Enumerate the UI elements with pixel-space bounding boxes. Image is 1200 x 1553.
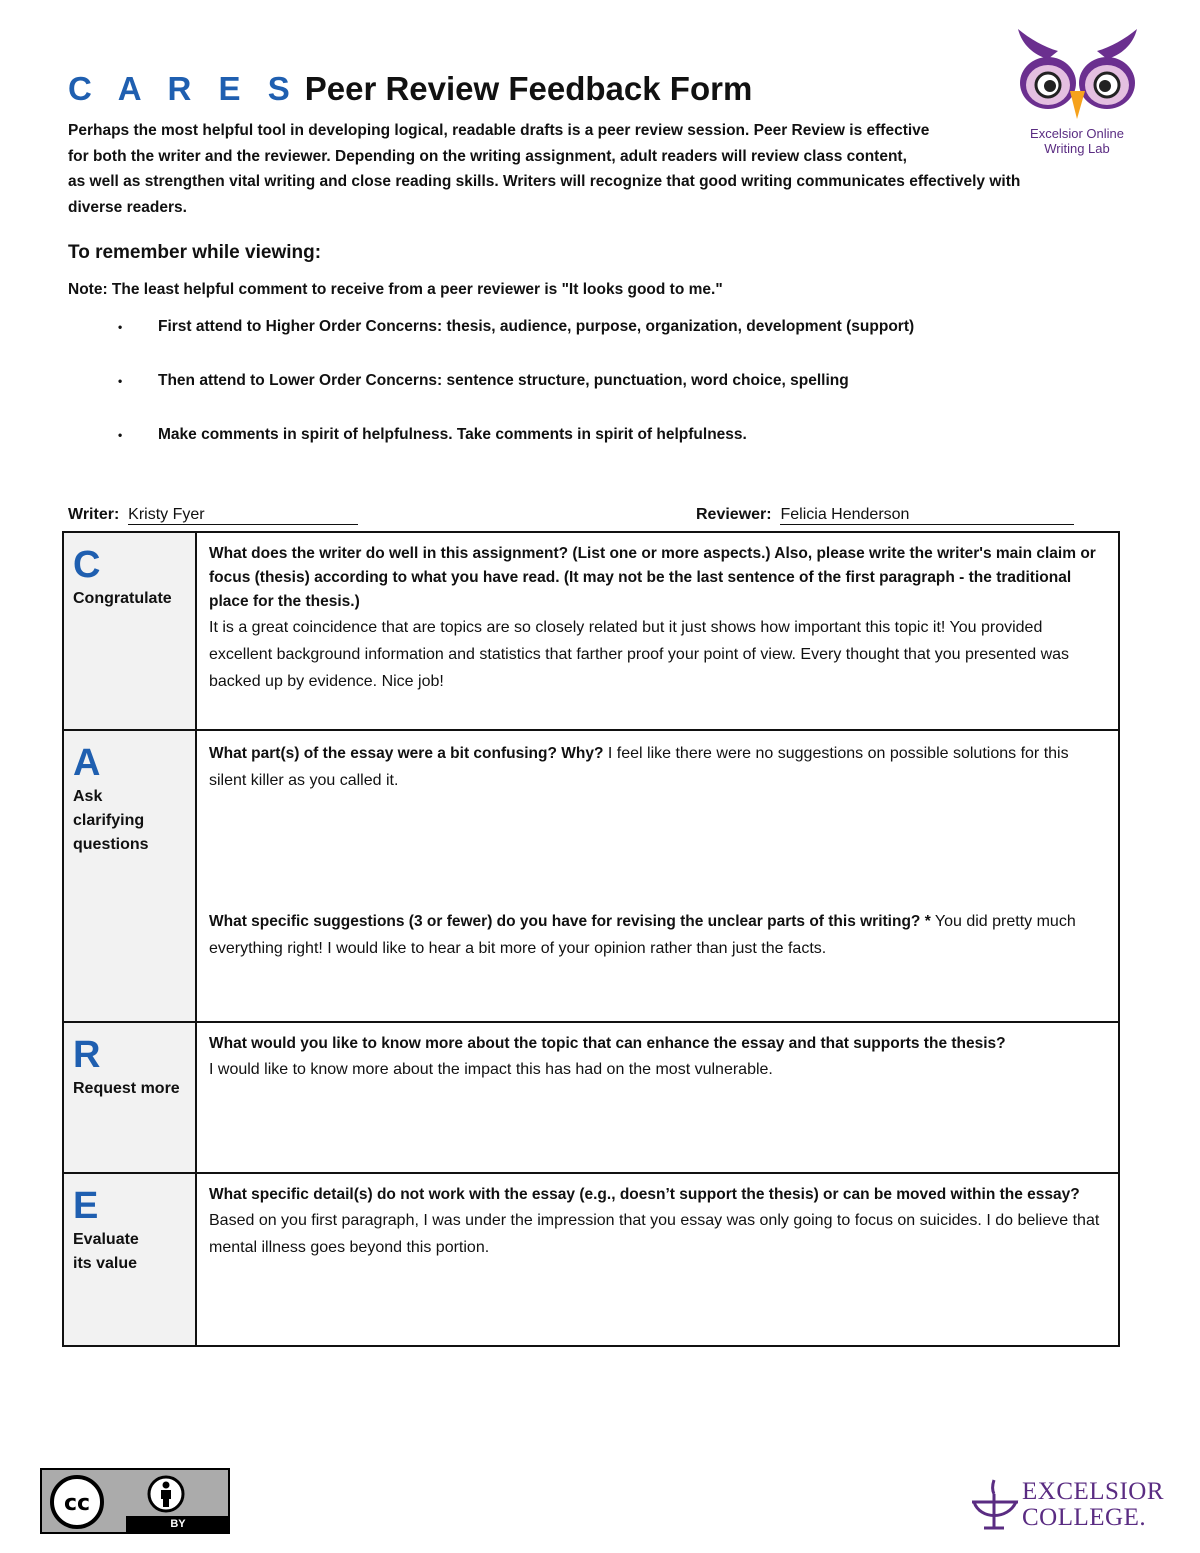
- label-cell-e: E Evaluate its value: [63, 1173, 196, 1346]
- attribution-icon: [146, 1474, 186, 1514]
- svg-text:cc: cc: [63, 1491, 91, 1516]
- reminder-list: [118, 316, 914, 478]
- answer-c: It is a great coincidence that are topics are so closely related but it just shows how important this topic it! You provided excellent background information and statistics that farther proof your point of view. Every thought that you presented was backed up by evidence. Nice job!: [209, 619, 1070, 690]
- title-text: Peer Review Feedback Form: [304, 70, 753, 107]
- answer-r: I would like to know more about the impact this has had on the most vulnerable.: [209, 1061, 773, 1078]
- list-item: • First attend to Higher Order Concerns: thesis, audience, purpose, organization, development (support): [118, 318, 915, 335]
- content-cell-a: [196, 730, 1119, 1022]
- list-item: • Make comments in spirit of helpfulness. Take comments in spirit of helpfulness.: [118, 426, 747, 443]
- writer-field: Writer: Kristy Fyer: [68, 506, 358, 525]
- cc-by-license-badge: [40, 1468, 230, 1534]
- answer-e: Based on you first paragraph, I was under the impression that you essay was only going to focus on suicides. I do believe that mental illness goes beyond this portion.: [209, 1212, 1100, 1256]
- section-word-c: Congratulate: [73, 590, 172, 607]
- college-name-line2: COLLEGE.: [1022, 1504, 1147, 1531]
- label-cell-r: [63, 1022, 196, 1173]
- content-cell-r: [196, 1022, 1119, 1173]
- section-letter-c: C: [73, 544, 101, 586]
- lamp-logo-icon: [970, 1476, 1020, 1534]
- note-text: Note: The least helpful comment to receive from a peer reviewer is "It looks good to me.": [68, 281, 723, 298]
- label-cell-c: [63, 532, 196, 730]
- page-title: [68, 70, 752, 108]
- reviewer-name: Felicia Henderson: [780, 506, 1074, 525]
- row-congratulate: [63, 532, 1119, 730]
- content-cell-c: [196, 532, 1119, 730]
- section-letter-r: R: [73, 1034, 101, 1076]
- label-cell-a: A Ask clarifying questions: [63, 730, 196, 1022]
- qa-a-2: What specific suggestions (3 or fewer) do you have for revising the unclear parts of this writing? * You did pretty much everything right! I would like to hear a bit more of your opinion rather than just the facts.: [209, 913, 1076, 957]
- row-request: [63, 1022, 1119, 1173]
- row-evaluate: [63, 1173, 1119, 1346]
- list-item: • Then attend to Lower Order Concerns: sentence structure, punctuation, word choice, spelling: [118, 372, 849, 389]
- section-word-r: Request more: [73, 1080, 180, 1097]
- row-ask: [63, 730, 1119, 1022]
- cc-by-label: BY: [126, 1516, 230, 1532]
- question-r: What would you like to know more about the topic that can enhance the essay and that supports the thesis?: [209, 1035, 1006, 1052]
- reviewer-field: Reviewer: Felicia Henderson: [696, 506, 1074, 525]
- question-e: What specific detail(s) do not work with the essay (e.g., doesn’t support the thesis) or can be moved within the essay?: [209, 1186, 1080, 1203]
- cares-feedback-table: [62, 531, 1120, 1347]
- section-letter-a: A: [73, 742, 101, 784]
- writer-name: Kristy Fyer: [128, 506, 358, 525]
- section-letter-e: E: [73, 1185, 99, 1227]
- writing-lab-logo-text: Excelsior Online Writing Lab: [1030, 126, 1124, 156]
- cc-icon: [48, 1474, 106, 1530]
- owl-logo-icon: [1010, 25, 1145, 130]
- content-cell-e: [196, 1173, 1119, 1346]
- cares-acronym: C A R E S: [68, 70, 299, 107]
- question-c: What does the writer do well in this assignment? (List one or more aspects.) Also, please write the writer's main claim or focus (thesis) according to what you have read. (It may not be the last sentence of the first paragraph - the traditional place for the thesis.): [209, 545, 1096, 610]
- intro-paragraph: Perhaps the most helpful tool in developing logical, readable drafts is a peer review session. Peer Review is effective for both the writer and the reviewer. Depending on the writing assignment, adult readers will review class content, as well as strengthen vital writing and close reading skills. Writers will recognize that good writing communicates effectively with diverse readers.: [68, 122, 1021, 216]
- qa-a-1: What part(s) of the essay were a bit confusing? Why? I feel like there were no suggestions on possible solutions for this silent killer as you called it.: [209, 745, 1069, 789]
- college-name-line1: EXCELSIOR: [1022, 1478, 1164, 1505]
- remember-heading: To remember while viewing:: [68, 242, 322, 263]
